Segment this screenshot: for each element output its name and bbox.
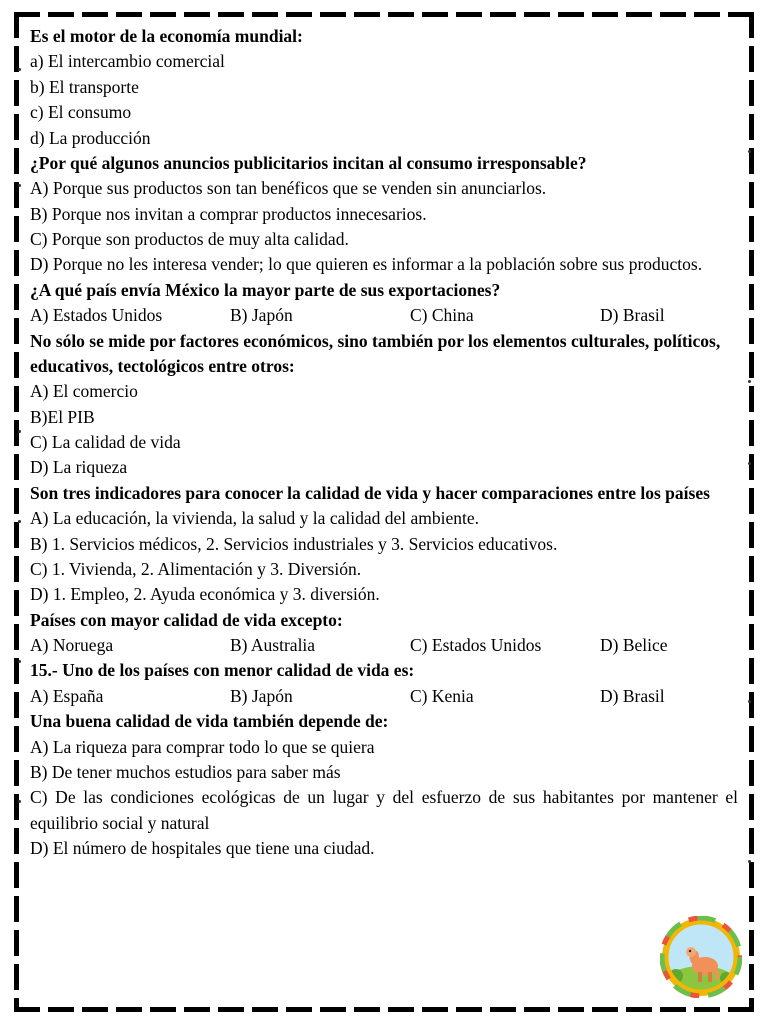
question-option: B) Porque nos invitan a comprar productos innecesarios. — [30, 203, 427, 224]
question-option: D) Belice — [600, 635, 668, 655]
page-border-left — [14, 12, 19, 1012]
scan-speck — [748, 860, 751, 863]
question-block — [30, 151, 738, 278]
question-stem: Son tres indicadores para conocer la calidad de vida y hacer comparaciones entre los países — [30, 482, 710, 503]
page-border-top — [14, 12, 754, 17]
question-option: A) Estados Unidos — [30, 305, 163, 326]
question-option: a) El intercambio comercial — [30, 51, 225, 72]
question-option: D) Brasil — [600, 685, 665, 706]
question-block — [30, 278, 738, 329]
question-option: A) Noruega — [30, 635, 114, 655]
question-stem: 15.- Uno de los países con menor calidad de vida es: — [30, 660, 415, 681]
question-options-row — [30, 633, 738, 658]
scan-speck — [18, 660, 21, 663]
question-option: A) Porque sus productos son tan benéficos que se venden sin anunciarlos. — [30, 178, 547, 199]
question-option: C) La calidad de vida — [30, 432, 181, 452]
question-block — [30, 608, 738, 659]
question-option: A) La riqueza para comprar todo lo que se quiera — [30, 736, 375, 757]
question-option: C) De las condiciones ecológicas de un lugar y del esfuerzo de sus habitantes por mantener el equilibrio social y natural — [30, 787, 738, 833]
question-option: D) Brasil — [600, 305, 665, 326]
question-stem: No sólo se mide por factores económicos, sino también por los elementos culturales, políticos, educativos, tectológicos entre otros: — [30, 330, 721, 376]
watermark-logo — [660, 916, 742, 998]
question-option: C) Kenia — [410, 685, 474, 706]
question-block — [30, 481, 738, 608]
question-block — [30, 658, 738, 709]
question-option: B) Japón — [230, 685, 293, 706]
question-option: B) Japón — [230, 305, 293, 326]
question-block — [30, 329, 738, 481]
question-option: B) Australia — [230, 635, 316, 655]
scan-speck — [18, 184, 21, 187]
question-option: D) 1. Empleo, 2. Ayuda económica y 3. diversión. — [30, 584, 380, 605]
scan-speck — [748, 150, 751, 153]
question-option: C) Estados Unidos — [410, 635, 542, 655]
question-stem: Es el motor de la economía mundial: — [30, 26, 303, 46]
question-stem: ¿Por qué algunos anuncios publicitarios incitan al consumo irresponsable? — [30, 152, 587, 173]
scan-speck — [18, 430, 21, 433]
question-option: A) España — [30, 685, 104, 706]
exam-sheet — [30, 24, 738, 861]
question-option: D) El número de hospitales que tiene una ciudad. — [30, 838, 375, 858]
question-block — [30, 709, 738, 861]
question-option: D) La riqueza — [30, 457, 128, 478]
question-option: d) La producción — [30, 127, 151, 148]
question-option: A) La educación, la vivienda, la salud y la calidad del ambiente. — [30, 508, 479, 529]
scan-speck — [18, 800, 21, 803]
question-stem: Una buena calidad de vida también depende de: — [30, 711, 389, 732]
question-option: B) 1. Servicios médicos, 2. Servicios industriales y 3. Servicios educativos. — [30, 533, 558, 554]
question-options-row — [30, 684, 738, 709]
question-option: B) De tener muchos estudios para saber más — [30, 761, 341, 782]
question-options-row — [30, 303, 738, 328]
scan-speck — [748, 462, 751, 465]
question-option: c) El consumo — [30, 102, 132, 123]
question-option: C) China — [410, 305, 474, 326]
question-option: B)El PIB — [30, 406, 95, 427]
scan-speck — [748, 700, 751, 703]
question-option: C) Porque son productos de muy alta calidad. — [30, 229, 349, 249]
question-block — [30, 24, 738, 151]
question-option: D) Porque no les interesa vender; lo que quieren es informar a la población sobre sus productos. — [30, 254, 703, 275]
question-stem: Países con mayor calidad de vida excepto: — [30, 609, 343, 630]
page-border-bottom — [14, 1007, 754, 1012]
question-option: A) El comercio — [30, 381, 138, 402]
question-stem: ¿A qué país envía México la mayor parte de sus exportaciones? — [30, 279, 501, 300]
question-option: C) 1. Vivienda, 2. Alimentación y 3. Diversión. — [30, 558, 362, 579]
scan-speck — [748, 380, 751, 383]
scan-speck — [18, 68, 21, 71]
scan-speck — [18, 520, 21, 523]
question-option: b) El transporte — [30, 76, 139, 97]
